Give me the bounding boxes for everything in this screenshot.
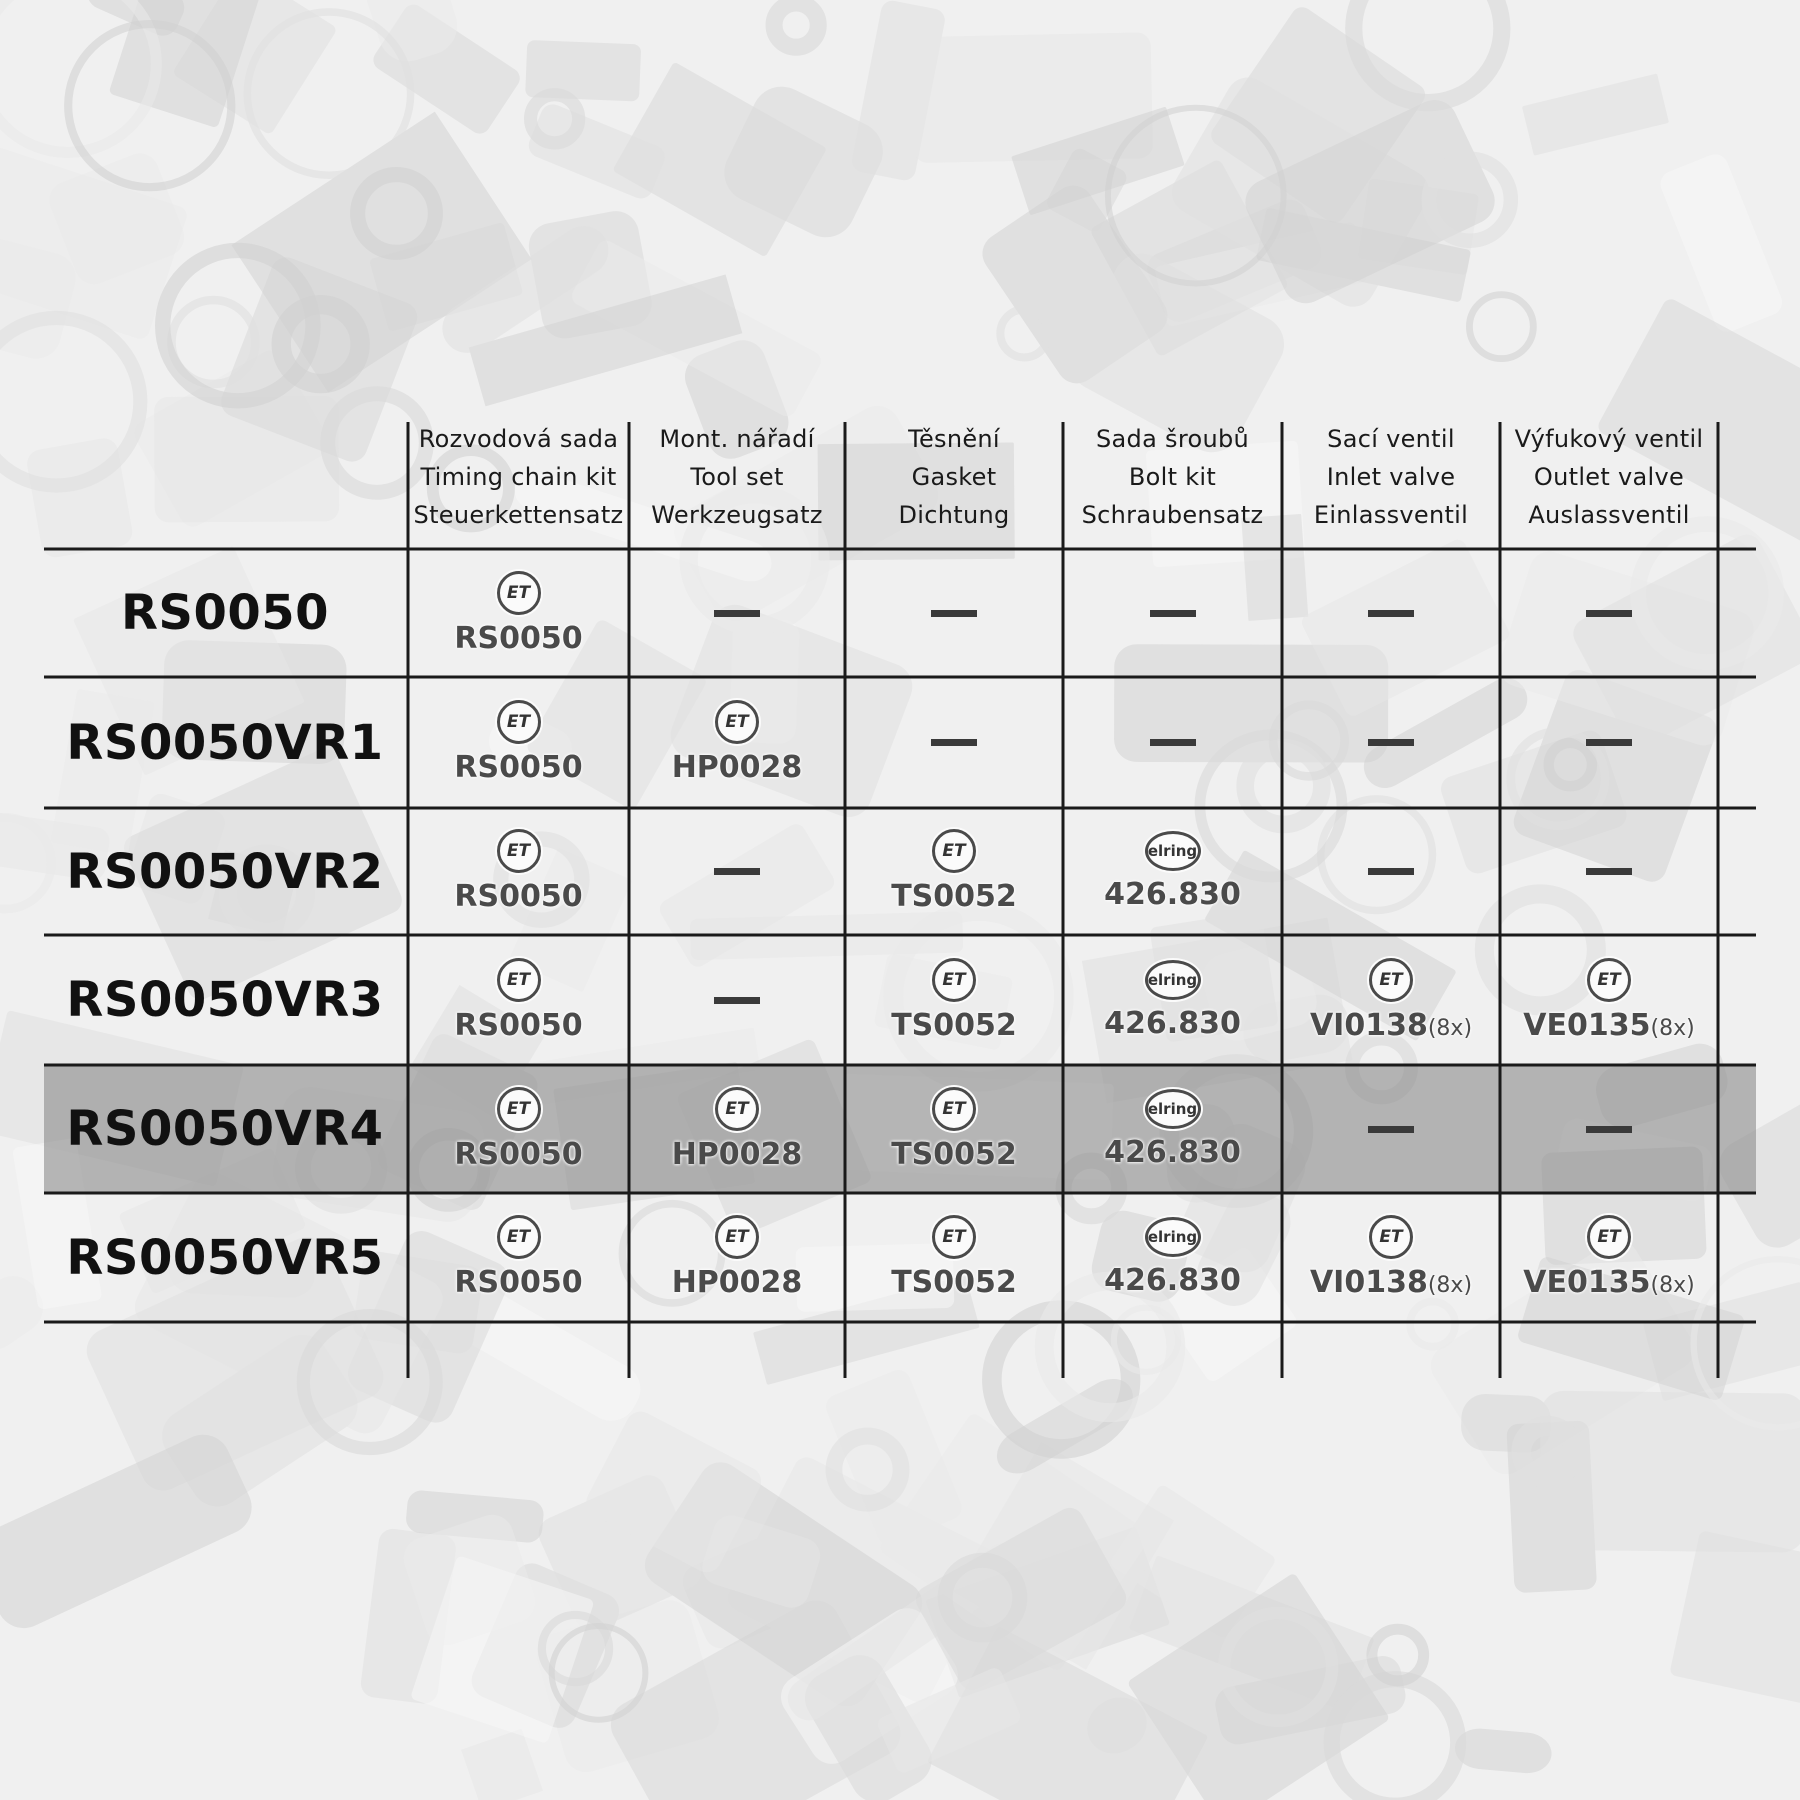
part-cell [1063, 1065, 1282, 1193]
part-code: HP0028 [671, 1136, 803, 1172]
part-code: RS0050 [454, 1007, 583, 1043]
et-logo: ET [932, 1215, 976, 1259]
dash-icon [931, 610, 977, 617]
row-kit-name: RS0050VR5 [66, 1229, 384, 1286]
dash-icon [1368, 1126, 1414, 1133]
elring-logo: elring [1145, 1089, 1201, 1129]
part-code: VE0135 [1523, 1007, 1651, 1043]
part-cell [845, 1065, 1063, 1193]
part-number [672, 1265, 803, 1300]
column-header-en: Outlet valve [1533, 463, 1685, 491]
empty-cell [845, 677, 1063, 808]
dash-icon [1368, 739, 1414, 746]
part-code: RS0050 [454, 1265, 583, 1300]
part-cell [1500, 1193, 1718, 1322]
part-cell [629, 1193, 845, 1322]
et-logo: ET [932, 829, 976, 873]
part-cell [1500, 935, 1718, 1065]
part-number [1104, 1263, 1241, 1298]
et-logo: ET [497, 829, 541, 873]
part-cell [1063, 808, 1282, 935]
column-header-de: Schraubensatz [1081, 501, 1264, 529]
column-header [845, 420, 1063, 538]
part-code: TS0052 [891, 1136, 1017, 1172]
elring-logo: elring [1145, 831, 1201, 871]
column-header-en: Inlet valve [1326, 463, 1456, 491]
column-header-cz: Těsnění [908, 425, 1000, 453]
empty-cell [845, 549, 1063, 677]
et-logo: ET [1587, 958, 1631, 1002]
dash-icon [1368, 868, 1414, 875]
elring-logo: elring [1145, 960, 1201, 1000]
dash-icon [1586, 739, 1632, 746]
et-logo: ET [497, 571, 541, 615]
part-number [454, 1137, 582, 1172]
et-logo: ET [932, 958, 976, 1002]
elring-logo: elring [1145, 1217, 1201, 1257]
dash-icon [1368, 610, 1414, 617]
column-header-cz: Výfukový ventil [1514, 425, 1704, 453]
part-cell [629, 677, 845, 808]
dash-icon [1586, 610, 1632, 617]
part-cell [1282, 935, 1500, 1065]
empty-cell [629, 808, 845, 935]
part-code: TS0052 [891, 1265, 1017, 1300]
et-logo: ET [497, 700, 541, 744]
part-number [454, 1265, 582, 1300]
column-header [408, 420, 629, 538]
part-code: TS0052 [891, 879, 1017, 914]
dash-icon [1586, 1126, 1632, 1133]
et-logo: ET [497, 958, 541, 1002]
part-cell [1063, 935, 1282, 1065]
et-logo: ET [497, 1215, 541, 1259]
et-logo: ET [1369, 1215, 1413, 1259]
part-code: RS0050 [454, 750, 583, 785]
part-number [1104, 1006, 1241, 1041]
part-number [1104, 1135, 1241, 1170]
part-number [454, 750, 582, 785]
part-number [891, 879, 1017, 914]
et-logo: ET [1587, 1215, 1631, 1259]
dash-icon [1150, 739, 1196, 746]
part-cell [408, 935, 629, 1065]
row-kit-name: RS0050VR2 [66, 843, 384, 900]
part-code: HP0028 [671, 750, 803, 785]
part-quantity: (8x) [1427, 1015, 1473, 1041]
part-number [672, 750, 803, 785]
row-kit-name: RS0050VR1 [66, 714, 384, 771]
dash-icon [931, 739, 977, 746]
part-code: 426.830 [1104, 1263, 1241, 1298]
empty-cell [629, 549, 845, 677]
empty-cell [629, 935, 845, 1065]
column-header [1500, 420, 1718, 538]
part-code: HP0028 [671, 1265, 803, 1300]
part-cell [408, 1065, 629, 1193]
part-number [454, 879, 582, 914]
column-header-en: Tool set [690, 463, 784, 491]
part-number [891, 1265, 1017, 1300]
empty-cell [1500, 549, 1718, 677]
part-cell [408, 808, 629, 935]
dash-icon [714, 997, 760, 1004]
column-header-de: Steuerkettensatz [413, 501, 624, 529]
empty-cell [1063, 549, 1282, 677]
part-cell [1282, 1193, 1500, 1322]
column-header-cz: Mont. nářadí [659, 425, 815, 453]
part-code: TS0052 [891, 1007, 1017, 1043]
dash-icon [1150, 610, 1196, 617]
part-number [672, 1137, 803, 1172]
part-code: 426.830 [1104, 1005, 1241, 1041]
part-number [454, 1008, 582, 1043]
column-header-cz: Sací ventil [1327, 425, 1455, 453]
empty-cell [1282, 549, 1500, 677]
row-kit-name: RS0050VR4 [66, 1101, 384, 1157]
et-logo: ET [715, 700, 759, 744]
part-number [1310, 1265, 1472, 1300]
part-code: 426.830 [1104, 1134, 1241, 1170]
column-header [1282, 420, 1500, 538]
part-code: VI0138 [1309, 1007, 1428, 1043]
part-cell [408, 549, 629, 677]
part-code: RS0050 [454, 620, 583, 656]
part-number [454, 621, 582, 656]
et-logo: ET [497, 1087, 541, 1131]
row-kit-name: RS0050VR3 [66, 972, 384, 1028]
dash-icon [1586, 868, 1632, 875]
part-quantity: (8x) [1650, 1273, 1695, 1298]
part-number [891, 1008, 1017, 1043]
column-header [629, 420, 845, 538]
part-cell [845, 1193, 1063, 1322]
column-header-en: Gasket [911, 463, 997, 491]
et-logo: ET [1369, 958, 1413, 1002]
et-logo: ET [715, 1087, 759, 1131]
part-number [891, 1137, 1017, 1172]
part-cell [629, 1065, 845, 1193]
empty-cell [1282, 808, 1500, 935]
et-logo: ET [932, 1087, 976, 1131]
dash-icon [714, 868, 760, 875]
part-cell [845, 935, 1063, 1065]
column-header-de: Einlassventil [1313, 501, 1469, 529]
empty-cell [1063, 677, 1282, 808]
column-header-cz: Rozvodová sada [418, 425, 619, 453]
empty-cell [1500, 808, 1718, 935]
part-code: 426.830 [1104, 877, 1241, 912]
part-quantity: (8x) [1427, 1273, 1473, 1298]
part-cell [408, 677, 629, 808]
part-cell [845, 808, 1063, 935]
part-cell [1063, 1193, 1282, 1322]
part-code: RS0050 [454, 879, 583, 914]
part-number [1523, 1265, 1694, 1300]
column-header-de: Auslassventil [1528, 501, 1690, 529]
part-code: VE0135 [1523, 1265, 1651, 1300]
et-logo: ET [715, 1215, 759, 1259]
empty-cell [1500, 677, 1718, 808]
part-number [1310, 1008, 1472, 1043]
empty-cell [1500, 1065, 1718, 1193]
dash-icon [714, 610, 760, 617]
part-code: VI0138 [1309, 1265, 1428, 1300]
column-header-en: Bolt kit [1128, 463, 1217, 491]
column-header-cz: Sada šroubů [1096, 425, 1249, 453]
column-header [1063, 420, 1282, 538]
empty-cell [1282, 677, 1500, 808]
row-kit-name: RS0050 [120, 585, 330, 641]
empty-cell [1282, 1065, 1500, 1193]
part-code: RS0050 [454, 1136, 583, 1172]
column-header-en: Timing chain kit [420, 463, 617, 491]
column-header-de: Werkzeugsatz [651, 501, 823, 529]
part-number [1523, 1008, 1694, 1043]
part-cell [408, 1193, 629, 1322]
part-quantity: (8x) [1650, 1015, 1695, 1041]
column-header-de: Dichtung [898, 501, 1010, 529]
part-number [1104, 877, 1241, 912]
